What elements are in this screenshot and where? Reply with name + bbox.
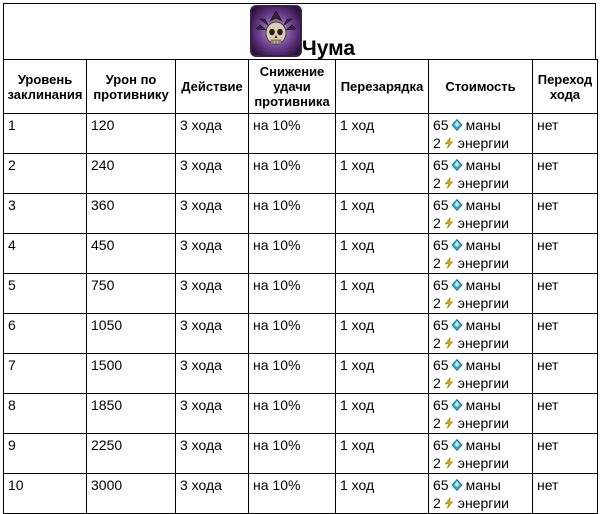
cell-luck: на 10% — [249, 394, 336, 434]
cell-cost — [429, 474, 533, 514]
mana-crystal-icon — [449, 477, 466, 493]
cell-cooldown: 1 ход — [336, 434, 429, 474]
cell-luck: на 10% — [249, 474, 336, 514]
cell-turn: нет — [533, 114, 598, 154]
cell-level: 9 — [4, 434, 87, 474]
cell-turn: нет — [533, 314, 598, 354]
header-luck: Снижение удачи противника — [249, 60, 336, 114]
cell-damage: 450 — [87, 234, 176, 274]
title-cell — [3, 3, 596, 60]
mana-amount: 65 — [433, 317, 449, 333]
mana-crystal-icon — [449, 437, 466, 453]
cell-level: 1 — [4, 114, 87, 154]
cell-cooldown: 1 ход — [336, 154, 429, 194]
mana-crystal-icon — [449, 397, 466, 413]
table-row — [4, 194, 598, 234]
mana-unit: маны — [465, 277, 501, 293]
energy-cost — [433, 374, 532, 392]
cell-level: 8 — [4, 394, 87, 434]
energy-cost — [433, 174, 532, 192]
mana-cost — [433, 116, 532, 134]
mana-unit: маны — [465, 237, 501, 253]
energy-amount: 2 — [433, 415, 441, 431]
cell-cooldown: 1 ход — [336, 234, 429, 274]
mana-unit: маны — [465, 397, 501, 413]
cell-level: 2 — [4, 154, 87, 194]
header-damage: Урон по противнику — [87, 60, 176, 114]
cell-level: 4 — [4, 234, 87, 274]
cell-duration: 3 хода — [176, 234, 249, 274]
cell-damage: 750 — [87, 274, 176, 314]
energy-bolt-icon — [441, 215, 458, 231]
energy-amount: 2 — [433, 455, 441, 471]
mana-cost — [433, 316, 532, 334]
cell-turn: нет — [533, 434, 598, 474]
cell-turn: нет — [533, 194, 598, 234]
energy-amount: 2 — [433, 335, 441, 351]
cell-cooldown: 1 ход — [336, 114, 429, 154]
skull-plague-icon — [250, 5, 302, 57]
table-row — [4, 114, 598, 154]
energy-amount: 2 — [433, 295, 441, 311]
energy-bolt-icon — [441, 295, 458, 311]
spell-stats-table — [3, 59, 598, 514]
energy-cost — [433, 334, 532, 352]
mana-crystal-icon — [449, 317, 466, 333]
mana-amount: 65 — [433, 477, 449, 493]
mana-cost — [433, 356, 532, 374]
header-level: Уровень заклинания — [4, 60, 87, 114]
energy-cost — [433, 414, 532, 432]
mana-crystal-icon — [449, 197, 466, 213]
header-turn: Переход хода — [533, 60, 598, 114]
table-row — [4, 474, 598, 514]
spell-title: Чума — [302, 37, 356, 60]
energy-unit: энергии — [457, 335, 509, 351]
energy-bolt-icon — [441, 135, 458, 151]
energy-unit: энергии — [457, 495, 509, 511]
cell-cost — [429, 234, 533, 274]
cell-cooldown: 1 ход — [336, 394, 429, 434]
energy-bolt-icon — [441, 175, 458, 191]
mana-unit: маны — [465, 317, 501, 333]
energy-cost — [433, 214, 532, 232]
cell-cost — [429, 314, 533, 354]
table-row — [4, 154, 598, 194]
table-header-row — [4, 60, 598, 114]
cell-damage: 1850 — [87, 394, 176, 434]
energy-cost — [433, 134, 532, 152]
header-cooldown: Перезарядка — [336, 60, 429, 114]
energy-cost — [433, 294, 532, 312]
mana-cost — [433, 396, 532, 414]
cell-cooldown: 1 ход — [336, 474, 429, 514]
cell-cooldown: 1 ход — [336, 314, 429, 354]
cell-turn: нет — [533, 274, 598, 314]
cell-duration: 3 хода — [176, 434, 249, 474]
energy-unit: энергии — [457, 295, 509, 311]
cell-luck: на 10% — [249, 194, 336, 234]
cell-level: 6 — [4, 314, 87, 354]
energy-cost — [433, 254, 532, 272]
mana-crystal-icon — [449, 237, 466, 253]
cell-turn: нет — [533, 354, 598, 394]
energy-amount: 2 — [433, 375, 441, 391]
energy-cost — [433, 454, 532, 472]
cell-cost — [429, 394, 533, 434]
cell-damage: 360 — [87, 194, 176, 234]
energy-bolt-icon — [441, 495, 458, 511]
energy-unit: энергии — [457, 215, 509, 231]
mana-amount: 65 — [433, 397, 449, 413]
mana-unit: маны — [465, 197, 501, 213]
mana-unit: маны — [465, 437, 501, 453]
cell-cost — [429, 114, 533, 154]
cell-cooldown: 1 ход — [336, 354, 429, 394]
cell-cooldown: 1 ход — [336, 274, 429, 314]
energy-bolt-icon — [441, 375, 458, 391]
energy-amount: 2 — [433, 215, 441, 231]
energy-unit: энергии — [457, 455, 509, 471]
cell-duration: 3 хода — [176, 474, 249, 514]
cell-luck: на 10% — [249, 314, 336, 354]
mana-cost — [433, 156, 532, 174]
mana-unit: маны — [465, 157, 501, 173]
cell-luck: на 10% — [249, 234, 336, 274]
cell-cost — [429, 194, 533, 234]
cell-luck: на 10% — [249, 114, 336, 154]
mana-unit: маны — [465, 117, 501, 133]
energy-amount: 2 — [433, 495, 441, 511]
cell-level: 5 — [4, 274, 87, 314]
cell-duration: 3 хода — [176, 354, 249, 394]
energy-unit: энергии — [457, 375, 509, 391]
cell-luck: на 10% — [249, 434, 336, 474]
mana-cost — [433, 236, 532, 254]
mana-amount: 65 — [433, 117, 449, 133]
cell-luck: на 10% — [249, 354, 336, 394]
cell-duration: 3 хода — [176, 194, 249, 234]
mana-cost — [433, 476, 532, 494]
mana-amount: 65 — [433, 277, 449, 293]
cell-level: 10 — [4, 474, 87, 514]
table-row — [4, 394, 598, 434]
energy-bolt-icon — [441, 255, 458, 271]
header-cost: Стоимость — [429, 60, 533, 114]
cell-duration: 3 хода — [176, 394, 249, 434]
mana-unit: маны — [465, 477, 501, 493]
cell-duration: 3 хода — [176, 114, 249, 154]
cell-damage: 1050 — [87, 314, 176, 354]
energy-bolt-icon — [441, 335, 458, 351]
energy-amount: 2 — [433, 175, 441, 191]
cell-duration: 3 хода — [176, 314, 249, 354]
mana-cost — [433, 276, 532, 294]
cell-cost — [429, 354, 533, 394]
mana-crystal-icon — [449, 357, 466, 373]
table-row — [4, 234, 598, 274]
mana-crystal-icon — [449, 157, 466, 173]
header-duration: Действие — [176, 60, 249, 114]
cell-level: 7 — [4, 354, 87, 394]
cell-luck: на 10% — [249, 154, 336, 194]
mana-crystal-icon — [449, 277, 466, 293]
energy-cost — [433, 494, 532, 512]
mana-crystal-icon — [449, 117, 466, 133]
cell-duration: 3 хода — [176, 274, 249, 314]
mana-amount: 65 — [433, 437, 449, 453]
mana-amount: 65 — [433, 197, 449, 213]
energy-bolt-icon — [441, 455, 458, 471]
energy-unit: энергии — [457, 135, 509, 151]
mana-amount: 65 — [433, 237, 449, 253]
table-row — [4, 434, 598, 474]
table-row — [4, 354, 598, 394]
energy-amount: 2 — [433, 255, 441, 271]
mana-unit: маны — [465, 357, 501, 373]
cell-damage: 120 — [87, 114, 176, 154]
energy-amount: 2 — [433, 135, 441, 151]
cell-luck: на 10% — [249, 274, 336, 314]
table-row — [4, 274, 598, 314]
cell-turn: нет — [533, 234, 598, 274]
table-body — [4, 114, 598, 514]
cell-cooldown: 1 ход — [336, 194, 429, 234]
cell-duration: 3 хода — [176, 154, 249, 194]
energy-unit: энергии — [457, 415, 509, 431]
cell-turn: нет — [533, 474, 598, 514]
cell-level: 3 — [4, 194, 87, 234]
cell-damage: 240 — [87, 154, 176, 194]
energy-unit: энергии — [457, 175, 509, 191]
mana-cost — [433, 436, 532, 454]
mana-amount: 65 — [433, 357, 449, 373]
mana-amount: 65 — [433, 157, 449, 173]
cell-cost — [429, 154, 533, 194]
energy-unit: энергии — [457, 255, 509, 271]
cell-cost — [429, 274, 533, 314]
cell-turn: нет — [533, 394, 598, 434]
cell-damage: 2250 — [87, 434, 176, 474]
table-row — [4, 314, 598, 354]
energy-bolt-icon — [441, 415, 458, 431]
cell-cost — [429, 434, 533, 474]
mana-cost — [433, 196, 532, 214]
cell-turn: нет — [533, 154, 598, 194]
cell-damage: 1500 — [87, 354, 176, 394]
cell-damage: 3000 — [87, 474, 176, 514]
